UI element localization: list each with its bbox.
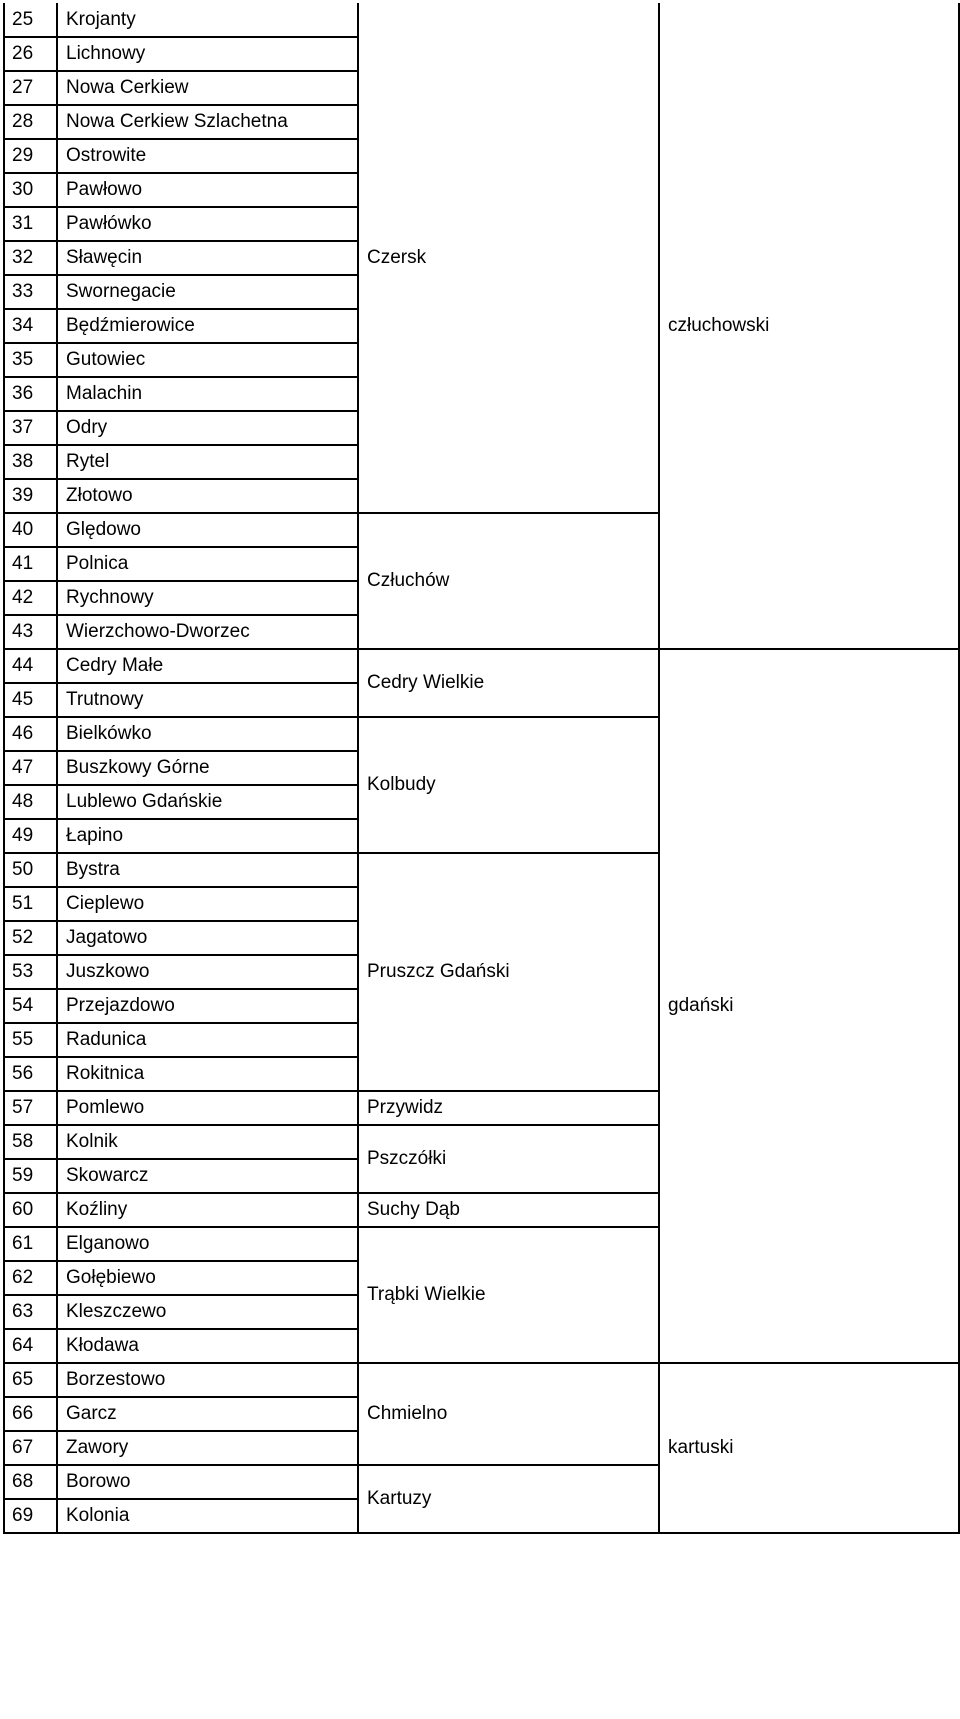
- row-number: 41: [4, 547, 57, 581]
- gmina-name: Suchy Dąb: [358, 1193, 659, 1227]
- row-number: 52: [4, 921, 57, 955]
- village-name: Pawłówko: [57, 207, 358, 241]
- gmina-name: Pruszcz Gdański: [358, 853, 659, 1091]
- village-name: Koźliny: [57, 1193, 358, 1227]
- gmina-name: Człuchów: [358, 513, 659, 649]
- row-number: 69: [4, 1499, 57, 1533]
- row-number: 42: [4, 581, 57, 615]
- row-number: 36: [4, 377, 57, 411]
- row-number: 67: [4, 1431, 57, 1465]
- village-name: Buszkowy Górne: [57, 751, 358, 785]
- village-name: Pawłowo: [57, 173, 358, 207]
- row-number: 50: [4, 853, 57, 887]
- village-name: Borzestowo: [57, 1363, 358, 1397]
- village-name: Kłodawa: [57, 1329, 358, 1363]
- gmina-name: Trąbki Wielkie: [358, 1227, 659, 1363]
- row-number: 60: [4, 1193, 57, 1227]
- village-name: Zawory: [57, 1431, 358, 1465]
- row-number: 35: [4, 343, 57, 377]
- row-number: 64: [4, 1329, 57, 1363]
- village-name: Elganowo: [57, 1227, 358, 1261]
- row-number: 53: [4, 955, 57, 989]
- row-number: 62: [4, 1261, 57, 1295]
- row-number: 57: [4, 1091, 57, 1125]
- gmina-name: Kolbudy: [358, 717, 659, 853]
- row-number: 65: [4, 1363, 57, 1397]
- row-number: 66: [4, 1397, 57, 1431]
- village-name: Kolnik: [57, 1125, 358, 1159]
- village-name: Skowarcz: [57, 1159, 358, 1193]
- row-number: 39: [4, 479, 57, 513]
- gmina-name: Pszczółki: [358, 1125, 659, 1193]
- village-name: Złotowo: [57, 479, 358, 513]
- village-name: Nowa Cerkiew: [57, 71, 358, 105]
- row-number: 28: [4, 105, 57, 139]
- village-name: Przejazdowo: [57, 989, 358, 1023]
- row-number: 25: [4, 3, 57, 37]
- row-number: 54: [4, 989, 57, 1023]
- gmina-name: Kartuzy: [358, 1465, 659, 1533]
- row-number: 46: [4, 717, 57, 751]
- village-name: Wierzchowo-Dworzec: [57, 615, 358, 649]
- village-name: Juszkowo: [57, 955, 358, 989]
- village-name: Ostrowite: [57, 139, 358, 173]
- village-name: Gołębiewo: [57, 1261, 358, 1295]
- row-number: 43: [4, 615, 57, 649]
- village-name: Bielkówko: [57, 717, 358, 751]
- gmina-name: Chmielno: [358, 1363, 659, 1465]
- row-number: 68: [4, 1465, 57, 1499]
- row-number: 31: [4, 207, 57, 241]
- village-name: Sławęcin: [57, 241, 358, 275]
- row-number: 44: [4, 649, 57, 683]
- village-name: Rychnowy: [57, 581, 358, 615]
- row-number: 61: [4, 1227, 57, 1261]
- village-name: Lublewo Gdańskie: [57, 785, 358, 819]
- village-name: Kolonia: [57, 1499, 358, 1533]
- village-name: Polnica: [57, 547, 358, 581]
- gmina-name: Cedry Wielkie: [358, 649, 659, 717]
- row-number: 47: [4, 751, 57, 785]
- powiat-name: kartuski: [659, 1363, 959, 1533]
- village-name: Swornegacie: [57, 275, 358, 309]
- row-number: 30: [4, 173, 57, 207]
- village-name: Malachin: [57, 377, 358, 411]
- row-number: 38: [4, 445, 57, 479]
- village-name: Garcz: [57, 1397, 358, 1431]
- village-name: Trutnowy: [57, 683, 358, 717]
- village-name: Lichnowy: [57, 37, 358, 71]
- village-name: Rytel: [57, 445, 358, 479]
- village-name: Cieplewo: [57, 887, 358, 921]
- row-number: 58: [4, 1125, 57, 1159]
- powiat-name: gdański: [659, 649, 959, 1363]
- village-name: Radunica: [57, 1023, 358, 1057]
- village-name: Gutowiec: [57, 343, 358, 377]
- row-number: 33: [4, 275, 57, 309]
- table-body: [4, 3, 959, 1533]
- powiat-name: człuchowski: [659, 3, 959, 649]
- gmina-name: Czersk: [358, 3, 659, 513]
- row-number: 45: [4, 683, 57, 717]
- row-number: 63: [4, 1295, 57, 1329]
- village-name: Pomlewo: [57, 1091, 358, 1125]
- village-name: Będźmierowice: [57, 309, 358, 343]
- village-name: Ględowo: [57, 513, 358, 547]
- row-number: 59: [4, 1159, 57, 1193]
- table-row: [4, 1363, 959, 1397]
- table-row: [4, 3, 959, 37]
- village-name: Odry: [57, 411, 358, 445]
- row-number: 49: [4, 819, 57, 853]
- row-number: 29: [4, 139, 57, 173]
- row-number: 27: [4, 71, 57, 105]
- village-name: Rokitnica: [57, 1057, 358, 1091]
- gmina-name: Przywidz: [358, 1091, 659, 1125]
- localities-table: [3, 3, 960, 1534]
- village-name: Jagatowo: [57, 921, 358, 955]
- row-number: 48: [4, 785, 57, 819]
- village-name: Cedry Małe: [57, 649, 358, 683]
- table-row: [4, 649, 959, 683]
- row-number: 32: [4, 241, 57, 275]
- row-number: 55: [4, 1023, 57, 1057]
- village-name: Borowo: [57, 1465, 358, 1499]
- village-name: Łapino: [57, 819, 358, 853]
- row-number: 51: [4, 887, 57, 921]
- village-name: Kleszczewo: [57, 1295, 358, 1329]
- row-number: 37: [4, 411, 57, 445]
- row-number: 40: [4, 513, 57, 547]
- village-name: Krojanty: [57, 3, 358, 37]
- row-number: 56: [4, 1057, 57, 1091]
- village-name: Nowa Cerkiew Szlachetna: [57, 105, 358, 139]
- row-number: 26: [4, 37, 57, 71]
- village-name: Bystra: [57, 853, 358, 887]
- row-number: 34: [4, 309, 57, 343]
